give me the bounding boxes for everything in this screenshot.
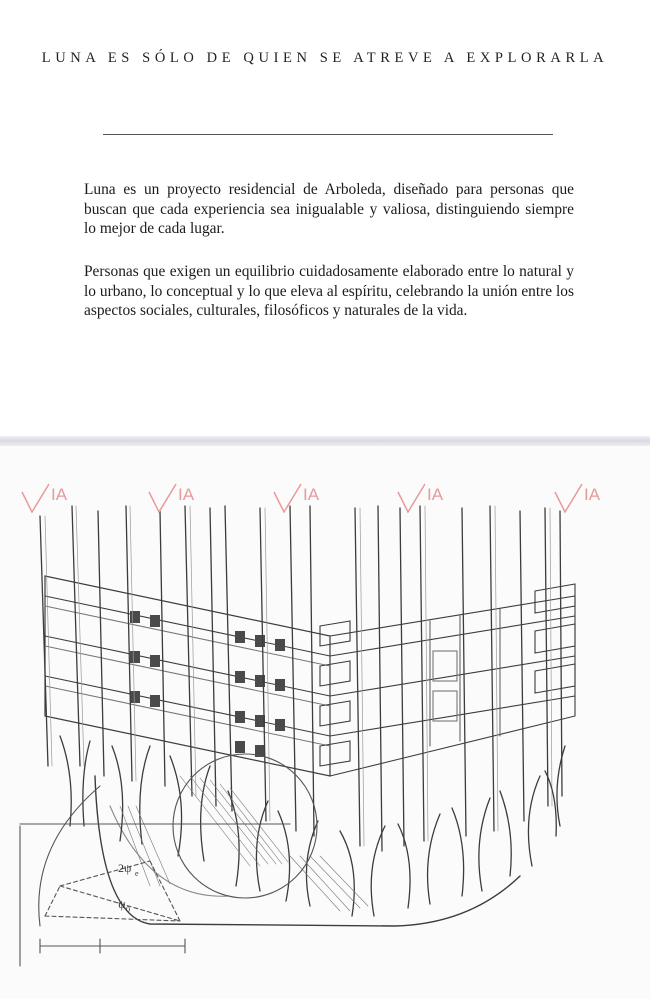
watermark-text: IA — [427, 485, 444, 504]
watermark-logo — [272, 482, 342, 516]
intro-paragraph: Luna es un proyecto residencial de Arboleda, diseñado para personas que buscan que cada experiencia sea inigualable y valiosa, distinguiendo siempre lo mejor de cada lugar. — [84, 181, 574, 237]
tagline-heading: LUNA ES SÓLO DE QUIEN SE ATREVE A EXPLORARLA — [41, 50, 609, 66]
watermark-text: IA — [303, 485, 320, 504]
watermark-logo — [396, 482, 466, 516]
building-sketch-drawing — [0, 446, 650, 999]
watermark-text: IA — [178, 485, 195, 504]
angle-label-1-sub: e — [135, 869, 139, 878]
angle-label-2-sub: 0 — [126, 905, 130, 914]
horizontal-rule — [103, 134, 553, 135]
page-divider — [0, 436, 650, 446]
angle-label-2: ψ — [118, 897, 126, 911]
checkmark-icon — [272, 482, 302, 514]
checkmark-icon — [396, 482, 426, 514]
angle-label-1: 2ψ — [118, 861, 132, 875]
watermark-text: IA — [584, 485, 601, 504]
description-paragraph: Personas que exigen un equilibrio cuidadosamente elaborado entre lo natural y lo urbano, lo conceptual y lo que eleva al espíritu, celebrando la unión entre los aspectos sociales, culturales, filosóficos y naturales de la vida. — [84, 263, 574, 319]
architectural-sketch — [0, 446, 650, 999]
checkmark-icon — [553, 482, 583, 514]
checkmark-icon — [147, 482, 177, 514]
watermark-text: IA — [51, 485, 68, 504]
watermark-logo — [20, 482, 90, 516]
watermark-logo — [553, 482, 623, 516]
watermark-logo — [147, 482, 217, 516]
checkmark-icon — [20, 482, 50, 514]
text-section — [0, 0, 650, 440]
